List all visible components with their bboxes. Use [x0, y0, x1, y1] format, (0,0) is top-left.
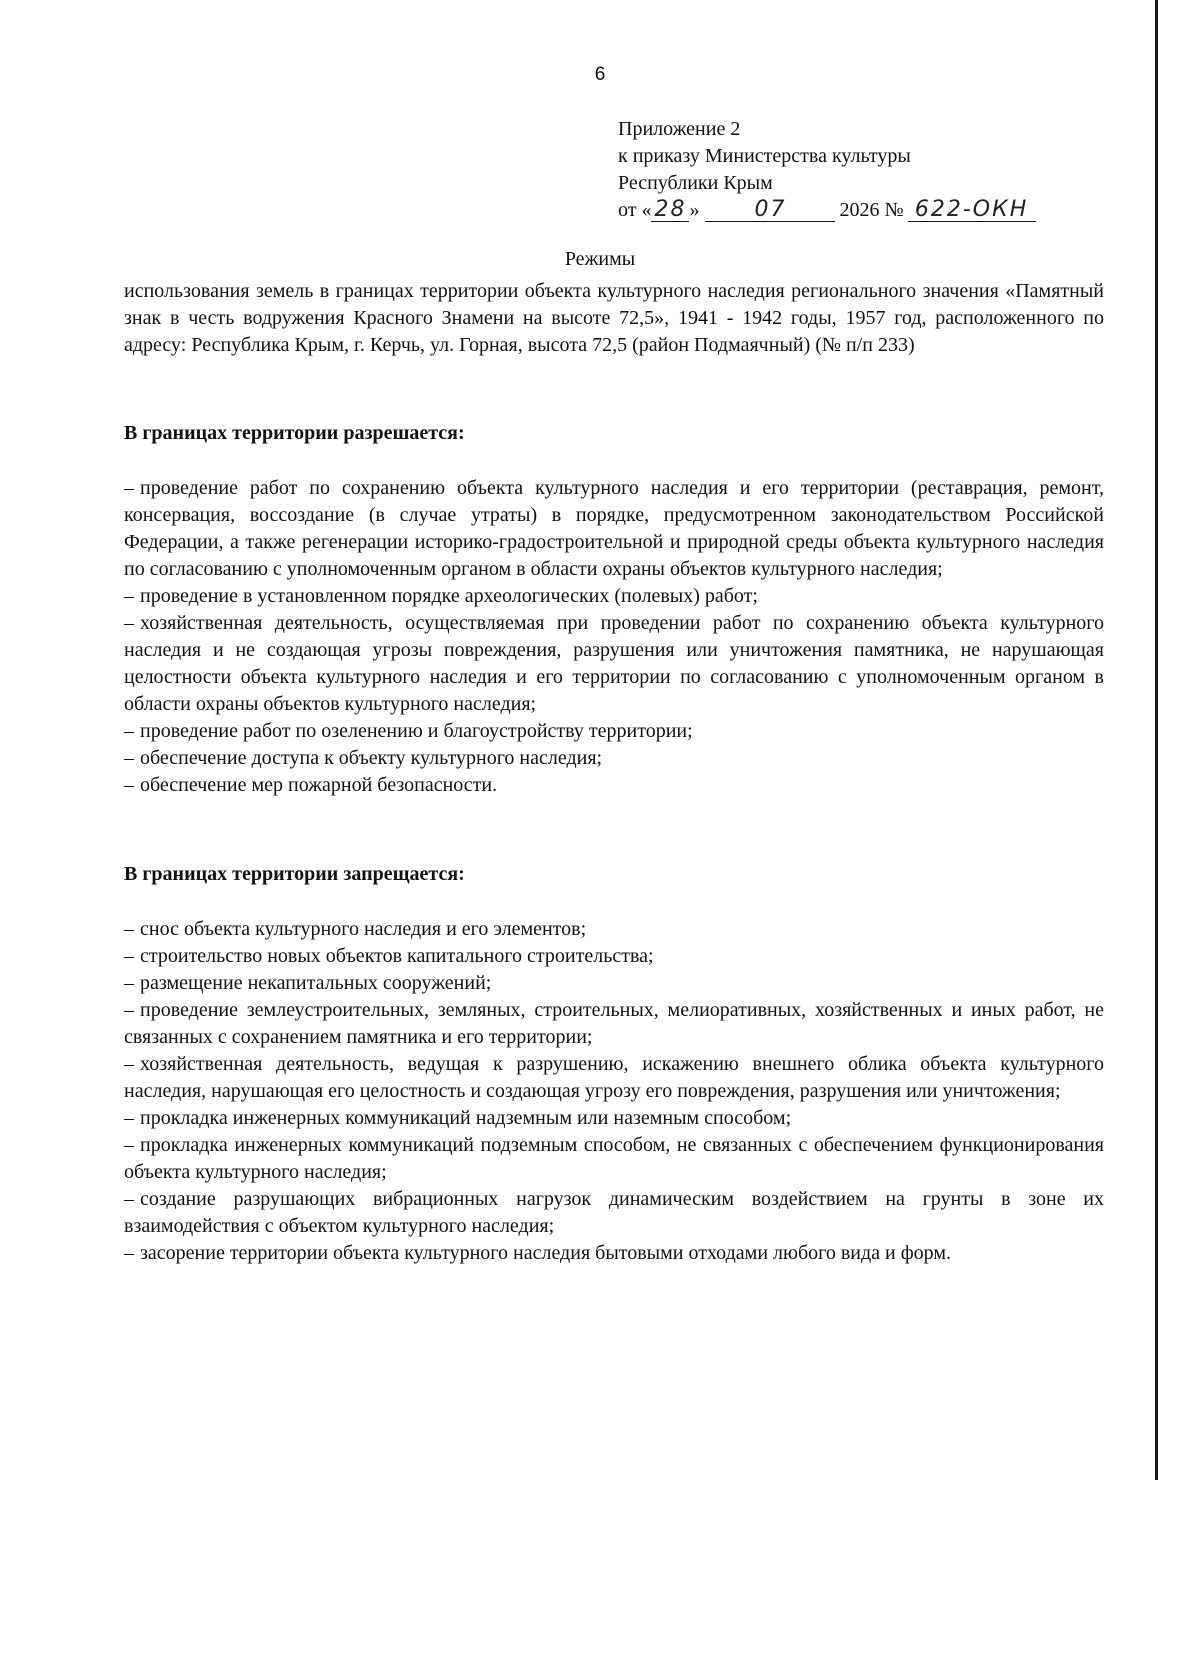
appendix-date-line	[618, 197, 1036, 224]
list-item-text: хозяйственная деятельность, ведущая к разрушению, искажению внешнего облика объекта культурного наследия, нарушающая его целостность и создающая угрозу его повреждения, разрушения или уничтожения;	[124, 1053, 1104, 1102]
list-item	[124, 718, 1104, 745]
list-item-text: хозяйственная деятельность, осуществляемая при проведении работ по сохранению объекта культурного наследия и не создающая угрозы повреждения, разрушения или уничтожения памятника, не нарушающая целостности объекта культурного наследия и его территории по согласованию с уполномоченным органом в области охраны объектов культурного наследия;	[124, 612, 1104, 715]
list-dash: –	[124, 1053, 134, 1075]
order-number-handwritten: 622-ОКН	[908, 199, 1036, 222]
list-item-text: строительство новых объектов капитального строительства;	[140, 945, 654, 967]
list-item-text: проведение работ по озеленению и благоустройству территории;	[140, 720, 693, 742]
scan-edge-line	[1155, 0, 1158, 1480]
list-item-text: прокладка инженерных коммуникаций подземным способом, не связанных с обеспечением функционирования объекта культурного наследия;	[124, 1134, 1104, 1183]
list-item	[124, 610, 1104, 718]
appendix-line-2: к приказу Министерства культуры	[618, 145, 911, 167]
list-dash: –	[124, 612, 134, 634]
list-dash: –	[124, 918, 134, 940]
appendix-block	[618, 116, 1036, 224]
list-dash: –	[124, 1242, 134, 1264]
list-item	[124, 997, 1104, 1051]
list-dash: –	[124, 774, 134, 796]
list-item	[124, 1051, 1104, 1105]
list-item-text: размещение некапитальных сооружений;	[140, 972, 492, 994]
list-item-text: проведение в установленном порядке археологических (полевых) работ;	[140, 585, 758, 607]
list-item	[124, 745, 1104, 772]
list-item	[124, 1105, 1104, 1132]
list-dash: –	[124, 585, 134, 607]
list-dash: –	[124, 999, 134, 1021]
allowed-list	[124, 475, 1104, 799]
list-dash: –	[124, 945, 134, 967]
document-subtitle: использования земель в границах территории объекта культурного наследия регионального значения «Памятный знак в честь водружения Красного Знамени на высоте 72,5», 1941 - 1942 годы, 1957 год, расположенного по адресу: Республика Крым, г. Керчь, ул. Горная, высота 72,5 (район Подмаячный) (№ п/п 233)	[124, 280, 1104, 356]
date-day-handwritten: 28	[651, 199, 689, 222]
date-month-handwritten: 07	[705, 199, 835, 222]
list-item	[124, 1240, 1104, 1267]
list-item	[124, 970, 1104, 997]
list-item	[124, 583, 1104, 610]
list-item	[124, 1186, 1104, 1240]
list-dash: –	[124, 972, 134, 994]
list-item-text: проведение работ по сохранению объекта культурного наследия и его территории (реставрация, ремонт, консервация, воссоздание (в случае утраты) в порядке, предусмотренном законодательством Российской Федерации, а также регенерации историко-градостроительной и природной среды объекта культурного наследия по согласованию с уполномоченным органом в области охраны объектов культурного наследия;	[124, 477, 1104, 580]
list-dash: –	[124, 1107, 134, 1129]
forbidden-heading: В границах территории запрещается:	[124, 863, 465, 885]
list-dash: –	[124, 720, 134, 742]
page-number: 6	[594, 64, 606, 85]
appendix-line-1: Приложение 2	[618, 118, 741, 140]
list-item	[124, 772, 1104, 799]
list-item	[124, 1132, 1104, 1186]
list-dash: –	[124, 1188, 134, 1210]
list-item-text: снос объекта культурного наследия и его элементов;	[140, 918, 587, 940]
date-quote-close: »	[689, 199, 700, 221]
list-item-text: проведение землеустроительных, земляных, строительных, мелиоративных, хозяйственных и иных работ, не связанных с сохранением памятника и его территории;	[124, 999, 1104, 1048]
date-prefix: от «	[618, 199, 652, 221]
list-dash: –	[124, 477, 134, 499]
list-item	[124, 475, 1104, 583]
list-item-text: засорение территории объекта культурного наследия бытовыми отходами любого вида и форм.	[140, 1242, 952, 1264]
list-item-text: создание разрушающих вибрационных нагрузок динамическим воздействием на грунты в зоне их взаимодействия с объектом культурного наследия;	[124, 1188, 1104, 1237]
appendix-line-3: Республики Крым	[618, 172, 773, 194]
list-item-text: обеспечение мер пожарной безопасности.	[140, 774, 498, 796]
date-year: 2026 №	[839, 199, 904, 221]
list-item-text: обеспечение доступа к объекту культурного наследия;	[140, 747, 603, 769]
list-dash: –	[124, 1134, 134, 1156]
document-title: Режимы	[564, 248, 636, 270]
allowed-heading: В границах территории разрешается:	[124, 422, 465, 444]
list-item	[124, 916, 1104, 943]
list-dash: –	[124, 747, 134, 769]
list-item-text: прокладка инженерных коммуникаций надземным или наземным способом;	[140, 1107, 792, 1129]
list-item	[124, 943, 1104, 970]
forbidden-list	[124, 916, 1104, 1267]
